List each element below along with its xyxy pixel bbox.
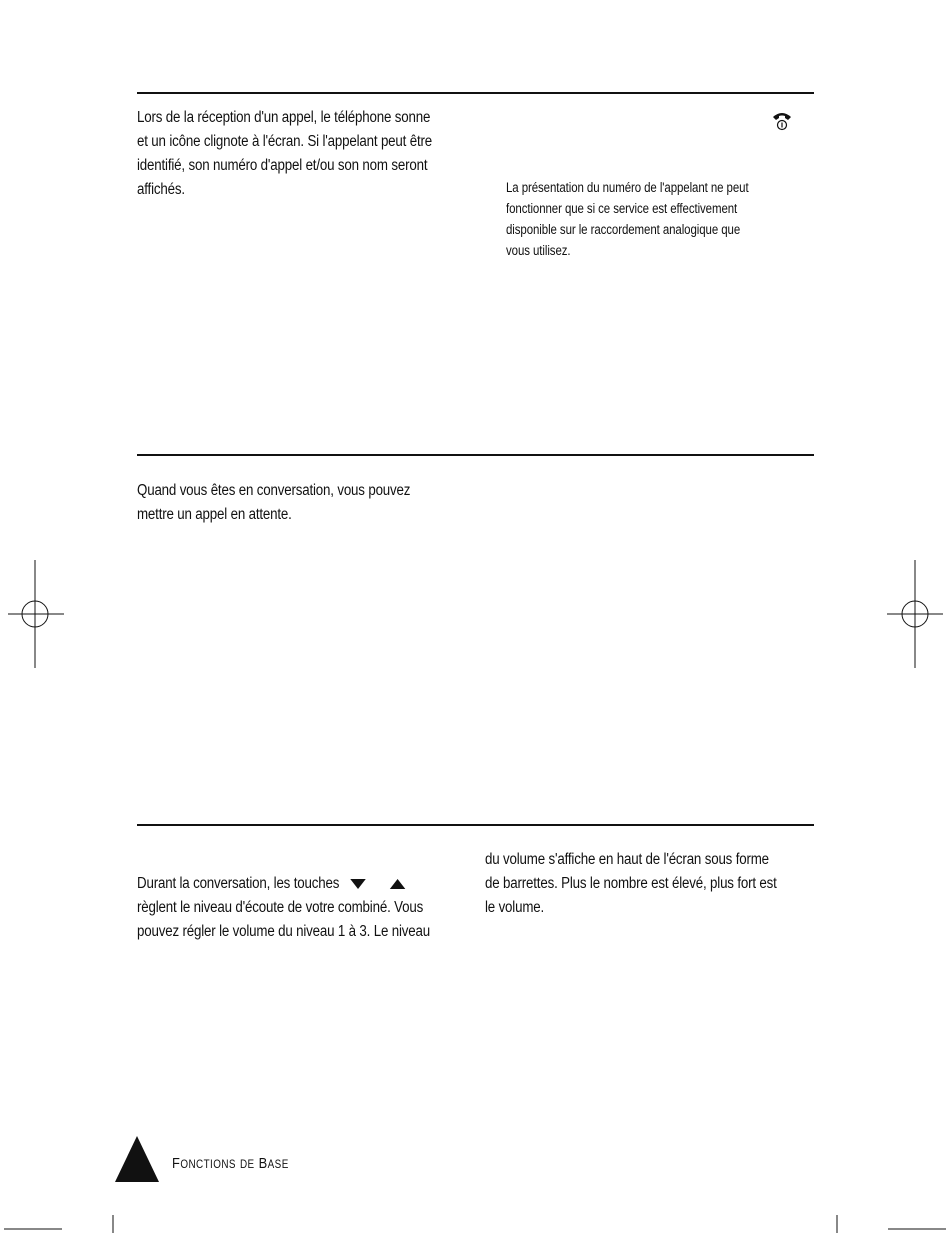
section-rule-hold [137, 454, 814, 456]
up-arrow-key-icon [389, 878, 406, 890]
footer-label-b: B [258, 1155, 268, 1172]
registration-mark-left [8, 560, 64, 668]
volume-paragraph-right: du volume s'affiche en haut de l'écran sous forme de barrettes. Plus le nombre est élevé, plus fort est le volume. [485, 851, 777, 916]
volume-line1-text: Durant la conversation, les touches [137, 875, 340, 892]
crop-mark-bottom-left [0, 1225, 64, 1233]
crop-mark-bottom-right [886, 1225, 950, 1233]
footer-label-f: F [172, 1155, 181, 1172]
crop-mark-bottom-center [110, 1215, 116, 1233]
phone-handset-icon [771, 110, 793, 132]
registration-mark-right [887, 560, 943, 668]
footer-label-ase: ASE [267, 1159, 289, 1171]
hold-paragraph: Quand vous êtes en conversation, vous pouvez mettre un appel en attente. [137, 482, 411, 523]
crop-mark-bottom-center-right [834, 1215, 840, 1233]
volume-paragraph-left [137, 848, 472, 968]
section-rule-incoming [137, 92, 814, 94]
footer-section-label [172, 1155, 289, 1172]
page-corner-triangle [115, 1136, 159, 1182]
incoming-call-paragraph: Lors de la réception d'un appel, le téléphone sonne et un icône clignote à l'écran. Si l'appelant peut être identifié, son numéro d'appel et/ou son nom seront affichés. [137, 109, 433, 198]
section-rule-volume [137, 824, 814, 826]
footer-label-onctions: ONCTIONS [180, 1159, 236, 1171]
volume-paragraph-rest: règlent le niveau d'écoute de votre combiné. Vous pouvez régler le volume du niveau 1 à 3. Le niveau [137, 899, 431, 940]
down-arrow-key-icon [350, 878, 367, 890]
caller-id-note: La présentation du numéro de l'appelant ne peut fonctionner que si ce service est effectivement disponible sur le raccordement analogique que vous utilisez. [506, 180, 749, 258]
footer-label-de: DE [239, 1159, 255, 1171]
